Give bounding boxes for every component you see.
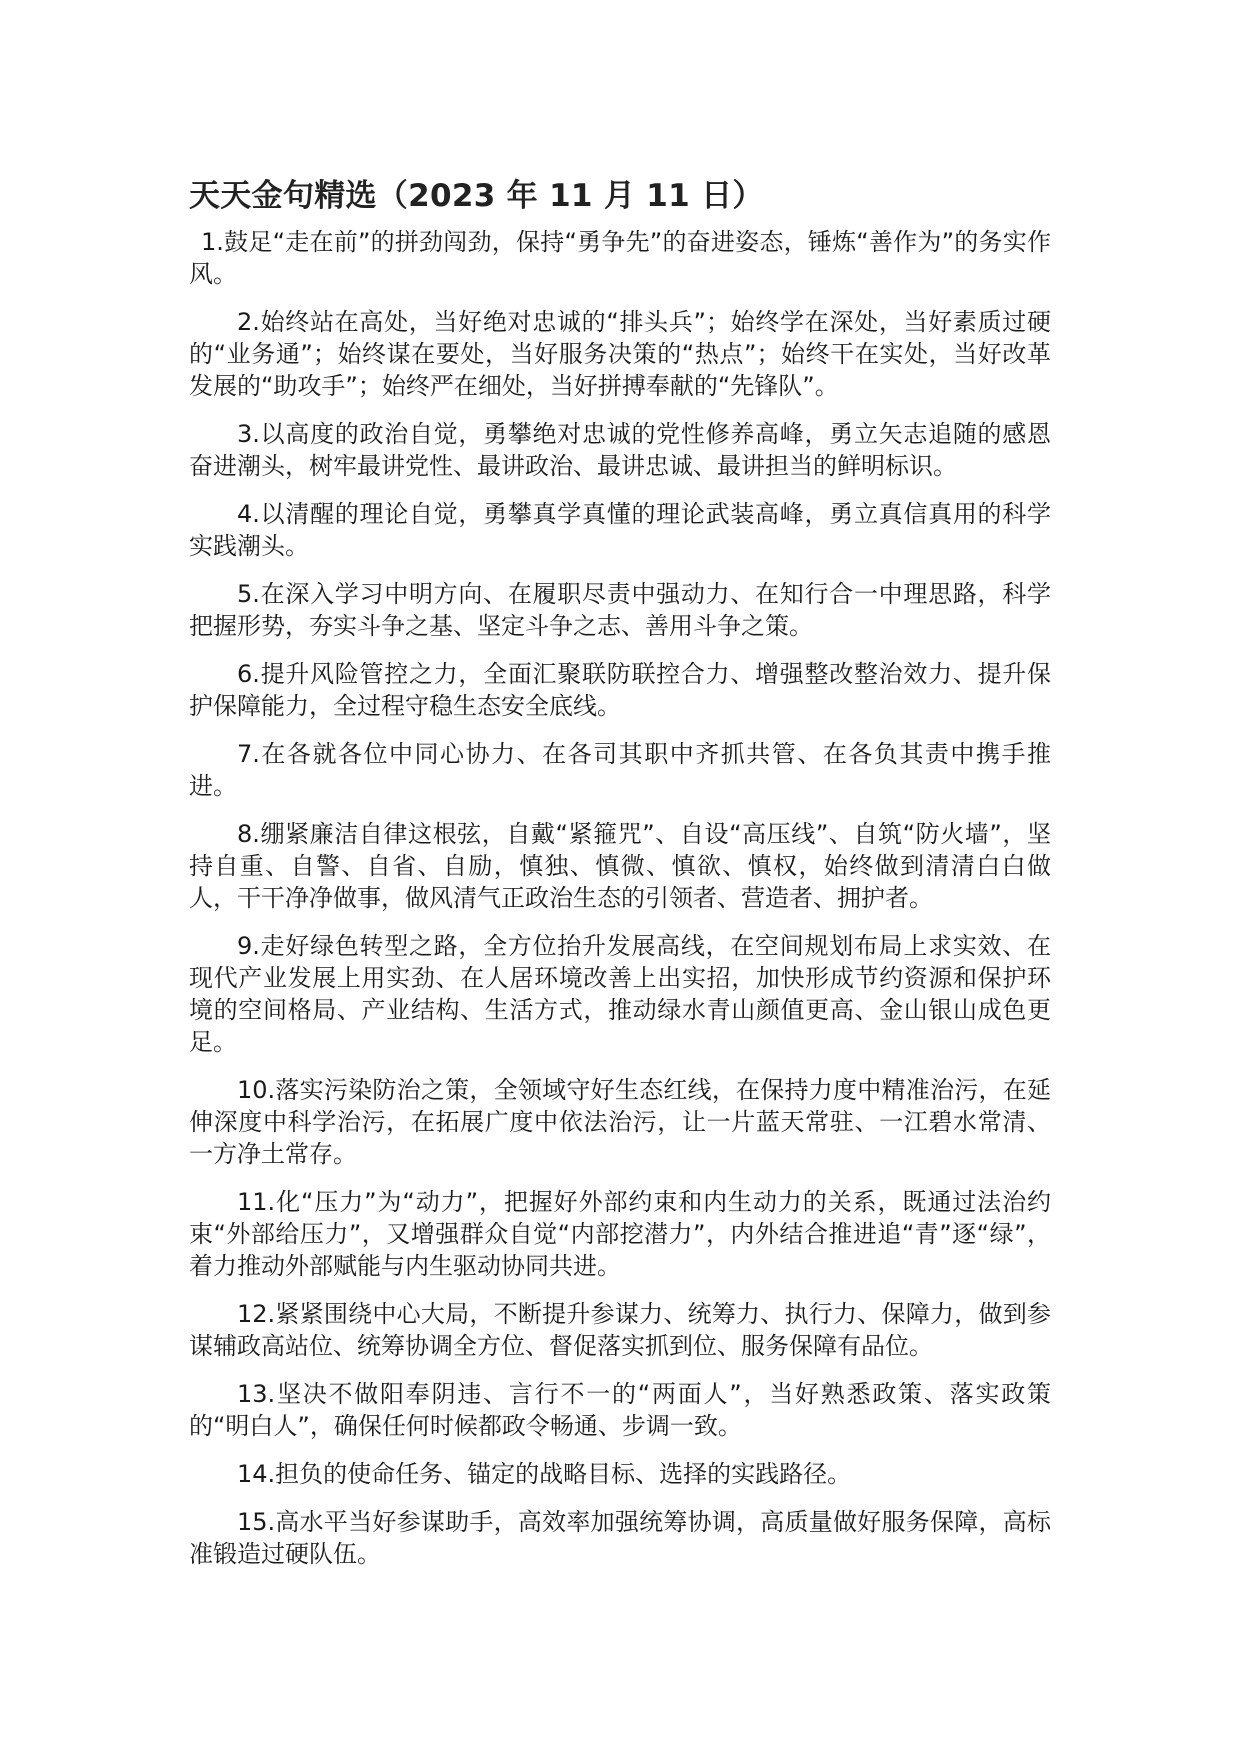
quote-item: 10.落实污染防治之策，全领域守好生态红线，在保持力度中精准治污，在延伸深度中科学治污，在拓展广度中依法治污，让一片蓝天常驻、一江碧水常清、一方净土常存。 [189,1076,1051,1168]
quote-item: 12.紧紧围绕中心大局，不断提升参谋力、统筹力、执行力、保障力，做到参谋辅政高站位、统筹协调全方位、督促落实抓到位、服务保障有品位。 [189,1300,1051,1360]
quote-item: 7.在各就各位中同心协力、在各司其职中齐抓共管、在各负其责中携手推进。 [189,740,1051,800]
quote-item: 2.始终站在高处，当好绝对忠诚的“排头兵”；始终学在深处，当好素质过硬的“业务通”；始终谋在要处，当好服务决策的“热点”；始终干在实处，当好改革发展的“助攻手”；始终严在细处，当好拼搏奉献的“先锋队”。 [189,308,1051,400]
quote-item: 9.走好绿色转型之路，全方位抬升发展高线，在空间规划布局上求实效、在现代产业发展上用实劲、在人居环境改善上出实招，加快形成节约资源和保护环境的空间格局、产业结构、生活方式，推动绿水青山颜值更高、金山银山成色更足。 [189,932,1051,1056]
quote-item: 14.担负的使命任务、锚定的战略目标、选择的实践路径。 [237,1460,852,1488]
quote-item: 8.绷紧廉洁自律这根弦，自戴“紧箍咒”、自设“高压线”、自筑“防火墙”，坚持自重、自警、自省、自励，慎独、慎微、慎欲、慎权，始终做到清清白白做人，干干净净做事，做风清气正政治生态的引领者、营造者、拥护者。 [189,820,1051,912]
quote-item: 6.提升风险管控之力，全面汇聚联防联控合力、增强整改整治效力、提升保护保障能力，全过程守稳生态安全底线。 [189,660,1051,720]
quote-item: 4.以清醒的理论自觉，勇攀真学真懂的理论武装高峰，勇立真信真用的科学实践潮头。 [189,500,1051,560]
quote-item: 3.以高度的政治自觉，勇攀绝对忠诚的党性修养高峰，勇立矢志追随的感恩奋进潮头，树牢最讲党性、最讲政治、最讲忠诚、最讲担当的鲜明标识。 [189,420,1051,480]
document-page [189,174,1051,1586]
quote-item: 15.高水平当好参谋助手，高效率加强统筹协调，高质量做好服务保障，高标准锻造过硬队伍。 [189,1508,1051,1568]
quote-item: 1.鼓足“走在前”的拼劲闯劲，保持“勇争先”的奋进姿态，锤炼“善作为”的务实作风。 [189,228,1051,288]
quote-list [189,226,1051,1570]
document-title: 天天金句精选（2023 年 11 月 11 日） [189,178,764,214]
quote-item: 5.在深入学习中明方向、在履职尽责中强动力、在知行合一中理思路，科学把握形势，夯实斗争之基、坚定斗争之志、善用斗争之策。 [189,580,1051,640]
quote-item: 11.化“压力”为“动力”，把握好外部约束和内生动力的关系，既通过法治约束“外部给压力”，又增强群众自觉“内部挖潜力”，内外结合推进追“青”逐“绿”，着力推动外部赋能与内生驱动协同共进。 [189,1188,1051,1280]
quote-item: 13.坚决不做阳奉阴违、言行不一的“两面人”，当好熟悉政策、落实政策的“明白人”，确保任何时候都政令畅通、步调一致。 [189,1380,1051,1440]
